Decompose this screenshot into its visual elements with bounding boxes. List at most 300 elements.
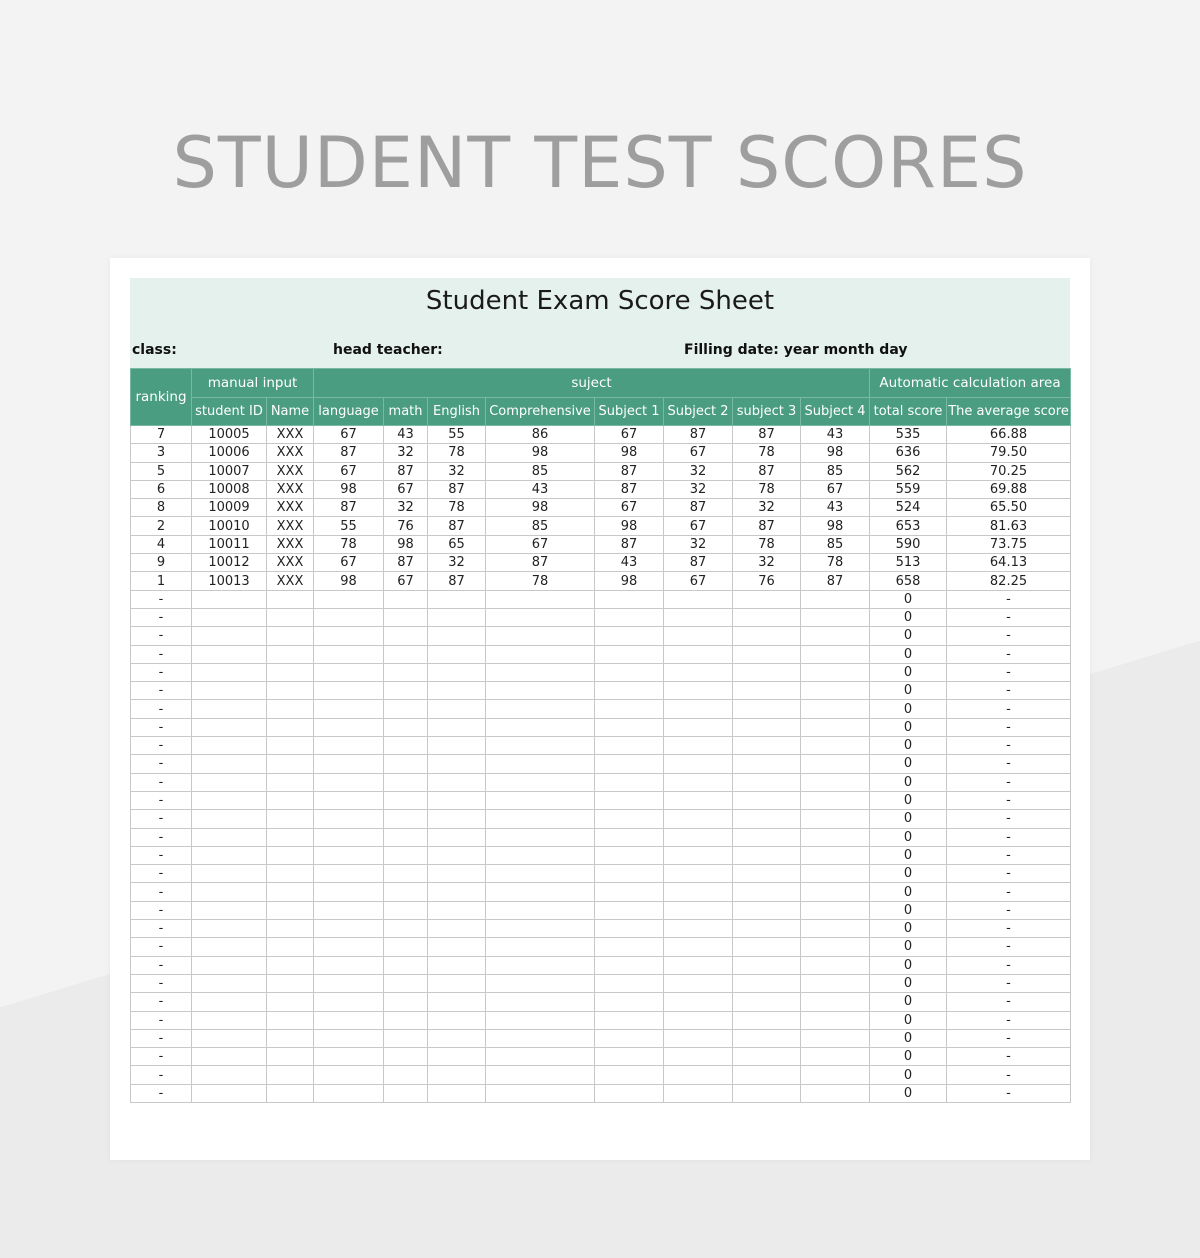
table-cell[interactable]: 85 bbox=[486, 462, 595, 480]
table-cell[interactable] bbox=[384, 1048, 428, 1066]
table-cell[interactable]: - bbox=[947, 1084, 1071, 1102]
table-cell[interactable] bbox=[192, 791, 267, 809]
table-cell[interactable] bbox=[192, 865, 267, 883]
table-cell[interactable] bbox=[314, 974, 384, 992]
table-cell[interactable]: - bbox=[947, 663, 1071, 681]
table-cell[interactable] bbox=[384, 846, 428, 864]
table-cell[interactable] bbox=[384, 627, 428, 645]
table-cell[interactable] bbox=[595, 627, 664, 645]
table-cell[interactable] bbox=[192, 1066, 267, 1084]
table-cell[interactable]: 0 bbox=[870, 810, 947, 828]
table-cell[interactable] bbox=[733, 920, 801, 938]
table-cell[interactable]: 10007 bbox=[192, 462, 267, 480]
table-cell[interactable]: 78 bbox=[428, 444, 486, 462]
table-cell[interactable] bbox=[733, 883, 801, 901]
table-cell[interactable]: XXX bbox=[267, 535, 314, 553]
table-cell[interactable] bbox=[192, 828, 267, 846]
table-cell[interactable] bbox=[192, 883, 267, 901]
table-cell[interactable] bbox=[428, 608, 486, 626]
table-cell[interactable]: 87 bbox=[664, 499, 733, 517]
table-cell[interactable] bbox=[486, 956, 595, 974]
table-cell[interactable]: - bbox=[947, 846, 1071, 864]
table-cell[interactable] bbox=[267, 791, 314, 809]
table-cell[interactable] bbox=[428, 901, 486, 919]
table-cell[interactable]: 0 bbox=[870, 645, 947, 663]
table-cell[interactable]: - bbox=[947, 938, 1071, 956]
table-cell[interactable] bbox=[267, 700, 314, 718]
table-cell[interactable]: - bbox=[131, 828, 192, 846]
table-cell[interactable]: - bbox=[947, 755, 1071, 773]
table-cell[interactable] bbox=[595, 956, 664, 974]
table-cell[interactable]: 78 bbox=[428, 499, 486, 517]
table-cell[interactable] bbox=[314, 682, 384, 700]
table-cell[interactable] bbox=[595, 828, 664, 846]
table-cell[interactable]: 10006 bbox=[192, 444, 267, 462]
table-cell[interactable] bbox=[428, 682, 486, 700]
table-cell[interactable] bbox=[664, 883, 733, 901]
table-cell[interactable] bbox=[314, 590, 384, 608]
table-cell[interactable] bbox=[267, 663, 314, 681]
table-cell[interactable] bbox=[664, 993, 733, 1011]
table-cell[interactable] bbox=[733, 773, 801, 791]
table-cell[interactable] bbox=[664, 865, 733, 883]
table-cell[interactable]: - bbox=[947, 1066, 1071, 1084]
table-cell[interactable] bbox=[733, 737, 801, 755]
table-cell[interactable] bbox=[733, 865, 801, 883]
table-cell[interactable]: 0 bbox=[870, 846, 947, 864]
table-cell[interactable]: 87 bbox=[733, 462, 801, 480]
table-cell[interactable]: 70.25 bbox=[947, 462, 1071, 480]
table-cell[interactable]: 67 bbox=[486, 535, 595, 553]
table-cell[interactable] bbox=[801, 883, 870, 901]
table-cell[interactable] bbox=[314, 920, 384, 938]
table-cell[interactable]: 65.50 bbox=[947, 499, 1071, 517]
table-cell[interactable]: XXX bbox=[267, 499, 314, 517]
table-cell[interactable] bbox=[486, 791, 595, 809]
table-cell[interactable] bbox=[192, 1048, 267, 1066]
table-cell[interactable]: - bbox=[947, 590, 1071, 608]
table-cell[interactable] bbox=[595, 846, 664, 864]
table-cell[interactable]: - bbox=[131, 773, 192, 791]
table-cell[interactable] bbox=[595, 883, 664, 901]
table-cell[interactable]: 43 bbox=[801, 499, 870, 517]
table-cell[interactable]: - bbox=[131, 718, 192, 736]
table-cell[interactable]: 98 bbox=[314, 572, 384, 590]
table-cell[interactable]: 0 bbox=[870, 1084, 947, 1102]
table-cell[interactable] bbox=[384, 1011, 428, 1029]
table-cell[interactable]: 10008 bbox=[192, 480, 267, 498]
table-cell[interactable] bbox=[314, 865, 384, 883]
table-cell[interactable]: 559 bbox=[870, 480, 947, 498]
table-cell[interactable] bbox=[314, 810, 384, 828]
table-cell[interactable] bbox=[664, 1084, 733, 1102]
table-cell[interactable] bbox=[486, 1066, 595, 1084]
table-cell[interactable] bbox=[314, 1084, 384, 1102]
table-cell[interactable] bbox=[384, 883, 428, 901]
table-cell[interactable] bbox=[192, 810, 267, 828]
table-cell[interactable]: - bbox=[947, 645, 1071, 663]
table-cell[interactable] bbox=[428, 718, 486, 736]
table-cell[interactable] bbox=[384, 737, 428, 755]
table-cell[interactable] bbox=[314, 1011, 384, 1029]
table-cell[interactable] bbox=[384, 700, 428, 718]
table-cell[interactable] bbox=[733, 901, 801, 919]
table-cell[interactable] bbox=[428, 590, 486, 608]
table-cell[interactable]: 87 bbox=[384, 554, 428, 572]
table-cell[interactable] bbox=[428, 1011, 486, 1029]
table-cell[interactable] bbox=[486, 645, 595, 663]
table-cell[interactable] bbox=[384, 590, 428, 608]
table-cell[interactable]: 79.50 bbox=[947, 444, 1071, 462]
table-cell[interactable] bbox=[314, 1029, 384, 1047]
table-cell[interactable] bbox=[192, 901, 267, 919]
table-cell[interactable] bbox=[314, 883, 384, 901]
table-cell[interactable] bbox=[192, 718, 267, 736]
table-cell[interactable]: 0 bbox=[870, 755, 947, 773]
table-cell[interactable] bbox=[595, 974, 664, 992]
table-cell[interactable]: 82.25 bbox=[947, 572, 1071, 590]
table-cell[interactable] bbox=[192, 956, 267, 974]
table-cell[interactable] bbox=[664, 700, 733, 718]
table-cell[interactable] bbox=[486, 865, 595, 883]
table-cell[interactable] bbox=[428, 883, 486, 901]
table-cell[interactable]: 65 bbox=[428, 535, 486, 553]
table-cell[interactable] bbox=[384, 608, 428, 626]
table-cell[interactable]: 78 bbox=[314, 535, 384, 553]
table-cell[interactable] bbox=[192, 755, 267, 773]
table-cell[interactable] bbox=[267, 938, 314, 956]
table-cell[interactable] bbox=[801, 737, 870, 755]
table-cell[interactable]: 590 bbox=[870, 535, 947, 553]
table-cell[interactable]: 98 bbox=[801, 444, 870, 462]
table-cell[interactable] bbox=[192, 1029, 267, 1047]
table-cell[interactable]: 98 bbox=[384, 535, 428, 553]
table-cell[interactable]: 0 bbox=[870, 938, 947, 956]
table-cell[interactable] bbox=[384, 920, 428, 938]
table-cell[interactable] bbox=[664, 828, 733, 846]
table-cell[interactable]: 98 bbox=[314, 480, 384, 498]
table-cell[interactable] bbox=[664, 846, 733, 864]
table-cell[interactable] bbox=[664, 737, 733, 755]
table-cell[interactable]: 0 bbox=[870, 1048, 947, 1066]
table-cell[interactable] bbox=[733, 974, 801, 992]
table-cell[interactable] bbox=[733, 1048, 801, 1066]
table-cell[interactable]: 98 bbox=[801, 517, 870, 535]
table-cell[interactable]: 87 bbox=[595, 480, 664, 498]
table-cell[interactable] bbox=[801, 938, 870, 956]
table-cell[interactable] bbox=[267, 920, 314, 938]
table-cell[interactable] bbox=[733, 755, 801, 773]
table-cell[interactable] bbox=[486, 682, 595, 700]
table-cell[interactable] bbox=[267, 846, 314, 864]
table-cell[interactable]: 0 bbox=[870, 974, 947, 992]
table-cell[interactable] bbox=[267, 737, 314, 755]
table-cell[interactable]: 98 bbox=[486, 444, 595, 462]
table-cell[interactable] bbox=[595, 1066, 664, 1084]
table-cell[interactable] bbox=[267, 828, 314, 846]
table-cell[interactable] bbox=[428, 956, 486, 974]
table-cell[interactable] bbox=[801, 682, 870, 700]
table-cell[interactable] bbox=[314, 993, 384, 1011]
table-cell[interactable] bbox=[384, 663, 428, 681]
table-cell[interactable]: 86 bbox=[486, 426, 595, 444]
table-cell[interactable] bbox=[428, 791, 486, 809]
table-cell[interactable] bbox=[664, 956, 733, 974]
table-cell[interactable] bbox=[192, 663, 267, 681]
table-cell[interactable]: 5 bbox=[131, 462, 192, 480]
table-cell[interactable] bbox=[267, 682, 314, 700]
table-cell[interactable]: 0 bbox=[870, 883, 947, 901]
table-cell[interactable] bbox=[801, 627, 870, 645]
table-cell[interactable] bbox=[664, 718, 733, 736]
table-cell[interactable] bbox=[595, 865, 664, 883]
table-cell[interactable] bbox=[314, 791, 384, 809]
table-cell[interactable]: 3 bbox=[131, 444, 192, 462]
table-cell[interactable] bbox=[664, 608, 733, 626]
table-cell[interactable] bbox=[733, 810, 801, 828]
table-cell[interactable] bbox=[384, 974, 428, 992]
table-cell[interactable] bbox=[192, 974, 267, 992]
table-cell[interactable] bbox=[428, 755, 486, 773]
table-cell[interactable] bbox=[733, 590, 801, 608]
table-cell[interactable] bbox=[486, 1084, 595, 1102]
table-cell[interactable] bbox=[192, 1011, 267, 1029]
table-cell[interactable] bbox=[595, 993, 664, 1011]
table-cell[interactable]: 43 bbox=[384, 426, 428, 444]
table-cell[interactable]: 87 bbox=[664, 426, 733, 444]
table-cell[interactable]: 32 bbox=[664, 480, 733, 498]
table-cell[interactable]: 0 bbox=[870, 737, 947, 755]
table-cell[interactable] bbox=[801, 791, 870, 809]
table-cell[interactable] bbox=[801, 1084, 870, 1102]
table-cell[interactable] bbox=[384, 755, 428, 773]
table-cell[interactable]: 98 bbox=[595, 444, 664, 462]
table-cell[interactable] bbox=[428, 1029, 486, 1047]
table-cell[interactable]: 10005 bbox=[192, 426, 267, 444]
table-cell[interactable] bbox=[428, 1084, 486, 1102]
table-cell[interactable]: 0 bbox=[870, 956, 947, 974]
table-cell[interactable]: 0 bbox=[870, 901, 947, 919]
table-cell[interactable]: 87 bbox=[595, 462, 664, 480]
table-cell[interactable] bbox=[314, 938, 384, 956]
table-cell[interactable]: 0 bbox=[870, 718, 947, 736]
table-cell[interactable]: 0 bbox=[870, 700, 947, 718]
table-cell[interactable] bbox=[733, 682, 801, 700]
table-cell[interactable]: 10012 bbox=[192, 554, 267, 572]
table-cell[interactable] bbox=[486, 1048, 595, 1066]
table-cell[interactable] bbox=[428, 663, 486, 681]
table-cell[interactable]: - bbox=[131, 846, 192, 864]
table-cell[interactable] bbox=[192, 938, 267, 956]
table-cell[interactable]: - bbox=[131, 901, 192, 919]
table-cell[interactable] bbox=[384, 1066, 428, 1084]
table-cell[interactable]: 98 bbox=[486, 499, 595, 517]
table-cell[interactable] bbox=[801, 993, 870, 1011]
table-cell[interactable]: 0 bbox=[870, 828, 947, 846]
table-cell[interactable] bbox=[384, 1029, 428, 1047]
table-cell[interactable] bbox=[267, 883, 314, 901]
table-cell[interactable]: 10009 bbox=[192, 499, 267, 517]
table-cell[interactable]: 1 bbox=[131, 572, 192, 590]
table-cell[interactable] bbox=[801, 901, 870, 919]
table-cell[interactable]: XXX bbox=[267, 480, 314, 498]
table-cell[interactable]: 76 bbox=[384, 517, 428, 535]
table-cell[interactable] bbox=[733, 663, 801, 681]
table-cell[interactable] bbox=[801, 773, 870, 791]
table-cell[interactable]: 67 bbox=[664, 572, 733, 590]
table-cell[interactable] bbox=[801, 755, 870, 773]
table-cell[interactable]: - bbox=[131, 974, 192, 992]
table-cell[interactable] bbox=[428, 737, 486, 755]
table-cell[interactable]: - bbox=[131, 1029, 192, 1047]
table-cell[interactable] bbox=[801, 846, 870, 864]
table-cell[interactable]: 43 bbox=[595, 554, 664, 572]
table-cell[interactable] bbox=[192, 920, 267, 938]
table-cell[interactable] bbox=[428, 810, 486, 828]
table-cell[interactable] bbox=[595, 1029, 664, 1047]
table-cell[interactable]: - bbox=[131, 608, 192, 626]
table-cell[interactable]: 87 bbox=[428, 572, 486, 590]
table-cell[interactable]: XXX bbox=[267, 444, 314, 462]
table-cell[interactable] bbox=[486, 938, 595, 956]
table-cell[interactable] bbox=[486, 974, 595, 992]
table-cell[interactable] bbox=[733, 938, 801, 956]
table-cell[interactable]: 10011 bbox=[192, 535, 267, 553]
table-cell[interactable] bbox=[801, 865, 870, 883]
table-cell[interactable] bbox=[801, 920, 870, 938]
table-cell[interactable]: - bbox=[947, 791, 1071, 809]
table-cell[interactable]: 562 bbox=[870, 462, 947, 480]
table-cell[interactable]: - bbox=[947, 700, 1071, 718]
table-cell[interactable]: 32 bbox=[664, 462, 733, 480]
table-cell[interactable]: 0 bbox=[870, 590, 947, 608]
table-cell[interactable] bbox=[267, 1048, 314, 1066]
table-cell[interactable] bbox=[595, 590, 664, 608]
table-cell[interactable] bbox=[733, 956, 801, 974]
table-cell[interactable]: - bbox=[947, 682, 1071, 700]
table-cell[interactable] bbox=[192, 737, 267, 755]
table-cell[interactable] bbox=[595, 1011, 664, 1029]
table-cell[interactable] bbox=[664, 1029, 733, 1047]
table-cell[interactable]: 0 bbox=[870, 920, 947, 938]
table-cell[interactable] bbox=[428, 828, 486, 846]
table-cell[interactable] bbox=[801, 718, 870, 736]
table-cell[interactable]: 0 bbox=[870, 865, 947, 883]
table-cell[interactable] bbox=[664, 773, 733, 791]
table-cell[interactable]: 0 bbox=[870, 1066, 947, 1084]
table-cell[interactable] bbox=[428, 846, 486, 864]
table-cell[interactable] bbox=[267, 1084, 314, 1102]
table-cell[interactable]: - bbox=[947, 737, 1071, 755]
table-cell[interactable]: 32 bbox=[664, 535, 733, 553]
table-cell[interactable] bbox=[486, 1029, 595, 1047]
table-cell[interactable]: XXX bbox=[267, 426, 314, 444]
table-cell[interactable] bbox=[733, 1066, 801, 1084]
table-cell[interactable] bbox=[428, 920, 486, 938]
table-cell[interactable] bbox=[486, 627, 595, 645]
table-cell[interactable] bbox=[384, 956, 428, 974]
table-cell[interactable] bbox=[314, 627, 384, 645]
table-cell[interactable] bbox=[192, 993, 267, 1011]
table-cell[interactable] bbox=[801, 1011, 870, 1029]
table-cell[interactable]: - bbox=[947, 627, 1071, 645]
table-cell[interactable]: 32 bbox=[733, 499, 801, 517]
table-cell[interactable]: - bbox=[947, 901, 1071, 919]
table-cell[interactable]: XXX bbox=[267, 517, 314, 535]
table-cell[interactable]: 67 bbox=[314, 462, 384, 480]
table-cell[interactable] bbox=[267, 956, 314, 974]
table-cell[interactable]: XXX bbox=[267, 554, 314, 572]
table-cell[interactable]: - bbox=[131, 663, 192, 681]
table-cell[interactable]: 64.13 bbox=[947, 554, 1071, 572]
table-cell[interactable] bbox=[733, 1029, 801, 1047]
table-cell[interactable] bbox=[486, 883, 595, 901]
table-cell[interactable]: - bbox=[947, 883, 1071, 901]
table-cell[interactable]: 73.75 bbox=[947, 535, 1071, 553]
table-cell[interactable] bbox=[486, 846, 595, 864]
table-cell[interactable] bbox=[664, 938, 733, 956]
table-cell[interactable] bbox=[486, 920, 595, 938]
table-cell[interactable]: - bbox=[947, 810, 1071, 828]
table-cell[interactable]: - bbox=[947, 993, 1071, 1011]
table-cell[interactable]: - bbox=[131, 590, 192, 608]
table-cell[interactable] bbox=[733, 1084, 801, 1102]
table-cell[interactable] bbox=[192, 773, 267, 791]
table-cell[interactable] bbox=[801, 645, 870, 663]
table-cell[interactable] bbox=[428, 700, 486, 718]
table-cell[interactable] bbox=[801, 700, 870, 718]
table-cell[interactable] bbox=[267, 590, 314, 608]
table-cell[interactable] bbox=[428, 1066, 486, 1084]
table-cell[interactable] bbox=[664, 755, 733, 773]
table-cell[interactable]: 78 bbox=[733, 480, 801, 498]
table-cell[interactable] bbox=[192, 627, 267, 645]
table-cell[interactable] bbox=[384, 1084, 428, 1102]
table-cell[interactable] bbox=[595, 663, 664, 681]
table-cell[interactable]: 0 bbox=[870, 608, 947, 626]
table-cell[interactable] bbox=[384, 828, 428, 846]
table-cell[interactable] bbox=[384, 791, 428, 809]
table-cell[interactable]: 98 bbox=[595, 572, 664, 590]
table-cell[interactable] bbox=[314, 828, 384, 846]
table-cell[interactable]: 2 bbox=[131, 517, 192, 535]
table-cell[interactable] bbox=[801, 956, 870, 974]
table-cell[interactable]: 0 bbox=[870, 1011, 947, 1029]
table-cell[interactable]: 81.63 bbox=[947, 517, 1071, 535]
table-cell[interactable] bbox=[664, 1048, 733, 1066]
table-cell[interactable]: 67 bbox=[384, 480, 428, 498]
table-cell[interactable]: - bbox=[947, 865, 1071, 883]
table-cell[interactable] bbox=[664, 1011, 733, 1029]
table-cell[interactable]: 69.88 bbox=[947, 480, 1071, 498]
table-cell[interactable]: 87 bbox=[384, 462, 428, 480]
table-cell[interactable]: 55 bbox=[428, 426, 486, 444]
table-cell[interactable]: - bbox=[131, 700, 192, 718]
table-cell[interactable] bbox=[486, 737, 595, 755]
table-cell[interactable] bbox=[664, 810, 733, 828]
table-cell[interactable] bbox=[267, 865, 314, 883]
table-cell[interactable]: 67 bbox=[801, 480, 870, 498]
table-cell[interactable]: 78 bbox=[733, 444, 801, 462]
table-cell[interactable]: - bbox=[947, 718, 1071, 736]
table-cell[interactable]: 87 bbox=[595, 535, 664, 553]
table-cell[interactable] bbox=[486, 1011, 595, 1029]
table-cell[interactable] bbox=[192, 608, 267, 626]
table-cell[interactable] bbox=[664, 920, 733, 938]
table-cell[interactable] bbox=[733, 700, 801, 718]
table-cell[interactable] bbox=[733, 1011, 801, 1029]
table-cell[interactable]: 67 bbox=[314, 426, 384, 444]
